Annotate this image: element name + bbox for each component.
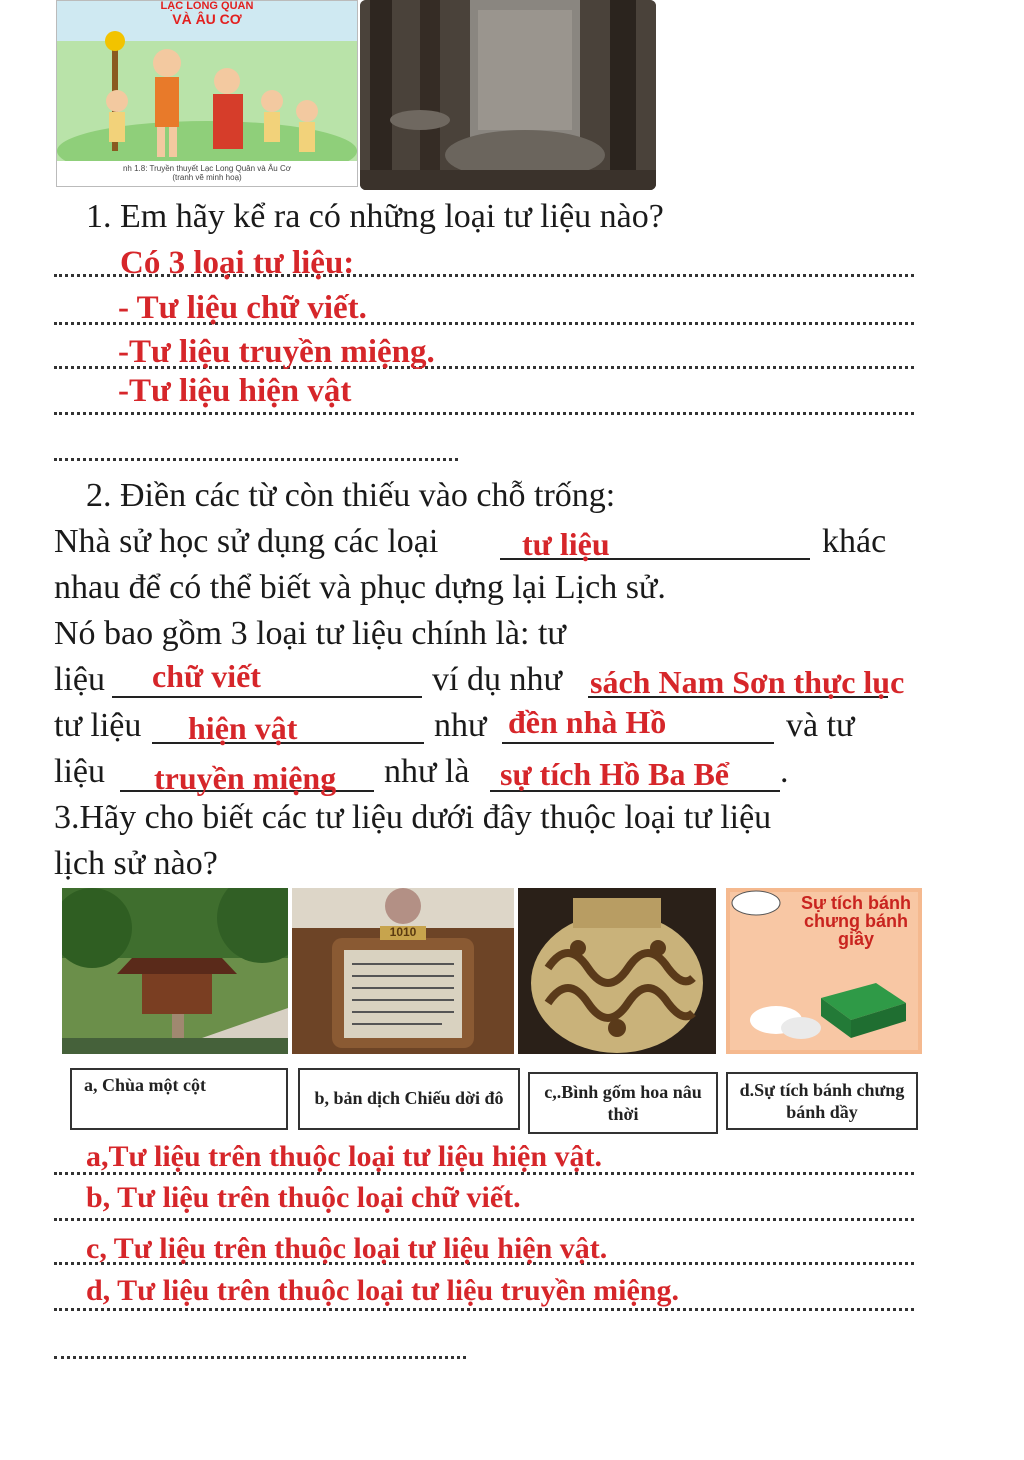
cartoon-title-2: VÀ ÂU CƠ xyxy=(172,11,242,27)
q2-line6-c: . xyxy=(780,753,789,790)
q2-number: 2. xyxy=(86,477,112,514)
cartoon-caption-2: (tranh vẽ minh hoạ) xyxy=(172,173,242,182)
q2-line4-b: ví dụ như xyxy=(432,661,562,698)
caption-b: b, bản dịch Chiếu dời đô xyxy=(298,1068,520,1130)
fill-5: đền nhà Hồ xyxy=(508,704,667,740)
q2-line6-a: liệu xyxy=(54,753,105,790)
plaque-year: 1010 xyxy=(389,925,417,939)
q2-line1-b: khác xyxy=(822,523,887,560)
vase-photo xyxy=(518,888,716,1054)
fill-2: chữ viết xyxy=(152,658,261,694)
plaque-drawing xyxy=(292,888,514,1054)
cartoon-drawing xyxy=(57,1,357,186)
q3-text-2: lịch sử nào? xyxy=(54,845,218,882)
q2-line5-a: tư liệu xyxy=(54,707,142,744)
q3-answer-c: c, Tư liệu trên thuộc loại tư liệu hiện vật. xyxy=(86,1232,608,1265)
q1-answer-4: -Tư liệu hiện vật xyxy=(118,373,352,409)
q3-answer-d: d, Tư liệu trên thuộc loại tư liệu truyền miệng. xyxy=(86,1274,679,1307)
cartoon-caption-1: nh 1.8: Truyền thuyết Lạc Long Quân và Âu Cơ xyxy=(122,164,292,173)
q1-answer-3: -Tư liệu truyền miệng. xyxy=(118,334,435,370)
book-cover-photo xyxy=(726,888,922,1054)
blank-5[interactable] xyxy=(502,742,774,744)
q2-line6-b: như là xyxy=(384,753,470,790)
q2-text: Điền các từ còn thiếu vào chỗ trống: xyxy=(120,477,616,514)
q2-line5-c: và tư xyxy=(786,707,855,744)
q2-line4-a: liệu xyxy=(54,661,105,698)
q1-answer-2: - Tư liệu chữ viết. xyxy=(118,290,367,326)
caption-a: a, Chùa một cột xyxy=(70,1068,288,1130)
q3-answer-b: b, Tư liệu trên thuộc loại chữ viết. xyxy=(86,1181,521,1214)
caption-d: d.Sự tích bánh chưng bánh dầy xyxy=(726,1072,918,1130)
fill-4: hiện vật xyxy=(188,710,298,746)
book-title: Sự tích bánh chưng bánh giầy xyxy=(800,893,912,949)
q2-line5-b: như xyxy=(434,707,487,744)
q1-answer-1: Có 3 loại tư liệu: xyxy=(120,245,355,281)
caption-c: c,.Bình gốm hoa nâu thời xyxy=(528,1072,718,1134)
cartoon-illustration xyxy=(56,0,358,187)
q2-line2: nhau để có thể biết và phục dựng lại Lịch sử. xyxy=(54,569,666,606)
stele-photo xyxy=(360,0,656,190)
pagoda-drawing xyxy=(62,888,288,1054)
q3-text-1: 3.Hãy cho biết các tư liệu dưới đây thuộc loại tư liệu xyxy=(54,799,772,836)
q1-number: 1. xyxy=(86,198,112,235)
q1-text: Em hãy kể ra có những loại tư liệu nào? xyxy=(120,198,664,235)
plaque-photo xyxy=(292,888,514,1054)
stele-drawing xyxy=(360,0,656,190)
cartoon-title-1: LẠC LONG QUÂN xyxy=(160,0,254,12)
q3-answer-a: a,Tư liệu trên thuộc loại tư liệu hiện vật. xyxy=(86,1140,603,1173)
fill-1: tư liệu xyxy=(522,526,610,562)
q2-line3: Nó bao gồm 3 loại tư liệu chính là: tư xyxy=(54,615,566,652)
pagoda-photo xyxy=(62,888,288,1054)
q2-line1-a: Nhà sử học sử dụng các loại xyxy=(54,523,439,560)
blank-2[interactable] xyxy=(112,696,422,698)
fill-3: sách Nam Sơn thực lục xyxy=(590,664,905,700)
vase-drawing xyxy=(518,888,716,1054)
fill-6: truyền miệng xyxy=(154,760,337,796)
fill-7: sự tích Hồ Ba Bể xyxy=(500,756,729,792)
